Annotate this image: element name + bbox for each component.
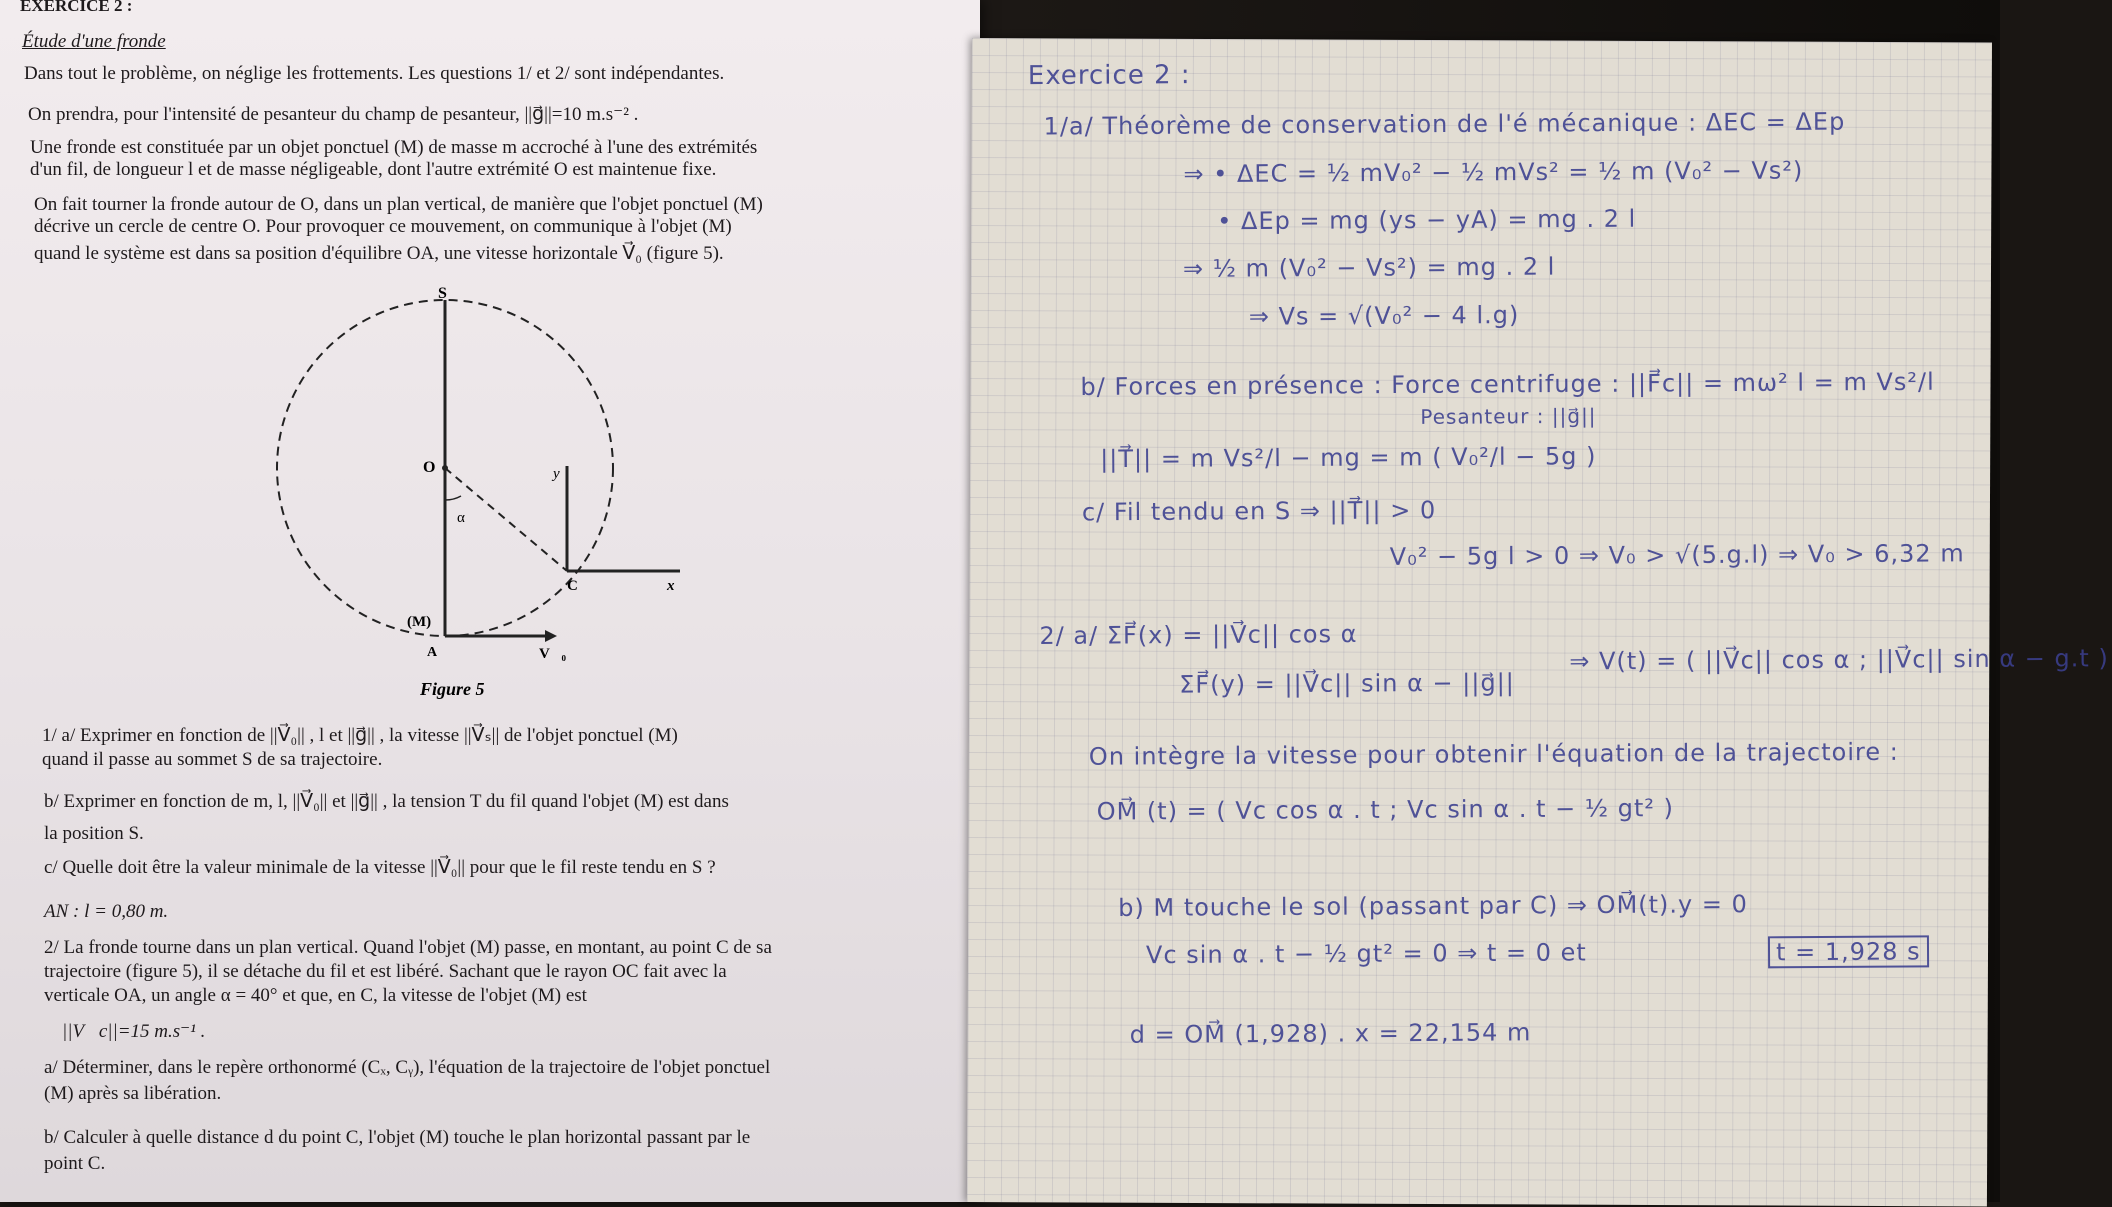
label-c: C	[567, 578, 578, 594]
intro-line: On fait tourner la fronde autour de O, dans un plan vertical, de manière que l'objet ponctuel (M)	[34, 194, 763, 215]
sling-diagram-figure	[255, 285, 695, 720]
question-2b: b/ Calculer à quelle distance d du point C, l'objet (M) touche le plan horizontal passant par le	[44, 1127, 751, 1148]
solution-line: ΣF⃗(y) = ||V⃗c|| sin α − ||g⃗||	[1179, 668, 1515, 699]
solution-line: c/ Fil tendu en S ⇒ ||T⃗|| > 0	[1081, 496, 1437, 527]
intro-line: Dans tout le problème, on néglige les frottements. Les questions 1/ et 2/ sont indépendantes.	[24, 63, 725, 84]
velocity-vc-value: ||V⃗c||=15 m.s⁻¹ .	[62, 1021, 206, 1042]
label-x: x	[667, 578, 675, 594]
solution-line: On intègre la vitesse pour obtenir l'équation de la trajectoire :	[1088, 737, 1899, 771]
printed-exercise-sheet	[0, 0, 980, 1202]
question-2-cont: trajectoire (figure 5), il se détache du fil et est libéré. Sachant que le rayon OC fait avec la	[44, 961, 727, 982]
solution-line: 2/ a/ ΣF⃗(x) = ||V⃗c|| cos α	[1039, 620, 1358, 650]
label-alpha: α	[457, 510, 465, 526]
solution-line: OM⃗ (t) = ( Vc cos α . t ; Vc sin α . t − ½ gt² )	[1096, 794, 1675, 826]
solution-line: Vc sin α . t − ½ gt² = 0 ⇒ t = 0 et	[1145, 938, 1587, 970]
intro-line: Une fronde est constituée par un objet ponctuel (M) de masse m accroché à l'une des extrémités	[30, 137, 758, 158]
solution-line: V₀² − 5g l > 0 ⇒ V₀ > √(5.g.l) ⇒ V₀ > 6,32 m	[1389, 539, 1965, 571]
intro-line: quand le système est dans sa position d'équilibre OA, une vitesse horizontale V⃗₀ (figure 5).	[34, 243, 724, 264]
solution-line: ⇒ ½ m (V₀² − Vs²) = mg . 2 l	[1182, 252, 1556, 283]
intro-line: d'un fil, de longueur l et de masse négligeable, dont l'autre extrémité O est maintenue fixe.	[30, 159, 717, 180]
exercise-subtitle: Étude d'une fronde	[22, 31, 166, 52]
question-2-cont: verticale OA, un angle α = 40° et que, en C, la vitesse de l'objet (M) est	[44, 985, 587, 1006]
question-2a: a/ Déterminer, dans le repère orthonormé (Cₓ, Cᵧ), l'équation de la trajectoire de l'objet ponctuel	[44, 1057, 771, 1078]
solution-line: ⇒ • ΔEC = ½ mV₀² − ½ mVs² = ½ m (V₀² − Vs²)	[1183, 156, 1804, 189]
question-2a-cont: (M) après sa libération.	[44, 1083, 222, 1104]
question-2: 2/ La fronde tourne dans un plan vertical. Quand l'objet (M) passe, en montant, au point C de sa	[44, 937, 772, 958]
label-y: y	[553, 466, 560, 482]
label-v0: V⃗₀	[539, 646, 566, 662]
solution-title: Exercice 2 :	[1027, 60, 1191, 92]
solution-line: 1/a/ Théorème de conservation de l'é mécanique : ΔEC = ΔEp	[1043, 107, 1846, 141]
exercise-title: EXERCICE 2 :	[20, 0, 133, 15]
solution-line: b/ Forces en présence : Force centrifuge : ||F⃗c|| = mω² l = m Vs²/l	[1080, 367, 1935, 401]
solution-line: d = OM⃗ (1,928) . x = 22,154 m	[1129, 1018, 1532, 1049]
question-1a-cont: quand il passe au sommet S de sa trajectoire.	[42, 749, 383, 770]
angle-arc	[445, 496, 461, 500]
solution-line: b) M touche le sol (passant par C) ⇒ OM⃗(t).y = 0	[1118, 890, 1748, 922]
question-1a: 1/ a/ Exprimer en fonction de ||V⃗₀|| , l et ||g⃗|| , la vitesse ||V⃗ₛ|| de l'objet ponctuel (M)	[42, 725, 678, 746]
numerical-application: AN : l = 0,80 m.	[44, 901, 169, 922]
label-a: A	[427, 645, 438, 660]
label-s: S	[438, 285, 447, 302]
velocity-arrowhead	[545, 630, 557, 642]
handwritten-solution-sheet	[967, 38, 2109, 1206]
question-1b: b/ Exprimer en fonction de m, l, ||V⃗₀|| et ||g⃗|| , la tension T du fil quand l'objet (M) est dans	[44, 791, 729, 812]
boxed-result: t = 1,928 s	[1768, 935, 1929, 968]
question-1b-cont: la position S.	[44, 823, 144, 844]
intro-line: On prendra, pour l'intensité de pesanteur du champ de pesanteur, ||g⃗||=10 m.s⁻² .	[28, 104, 639, 125]
label-m: (M)	[407, 614, 432, 630]
center-point	[442, 465, 448, 471]
question-1c: c/ Quelle doit être la valeur minimale de la vitesse ||V⃗₀|| pour que le fil reste tendu en S ?	[44, 857, 716, 878]
solution-line: • ΔEp = mg (ys − yA) = mg . 2 l	[1217, 204, 1637, 236]
label-o: O	[423, 459, 436, 476]
solution-line: Pesanteur : ||g⃗||	[1420, 403, 1597, 429]
solution-line: ⇒ Vs = √(V₀² − 4 l.g)	[1248, 300, 1520, 331]
intro-line: décrive un cercle de centre O. Pour provoquer ce mouvement, on communique à l'objet (M)	[34, 216, 732, 237]
solution-line: ||T⃗|| = m Vs²/l − mg = m ( V₀²/l − 5g )	[1100, 442, 1597, 474]
question-2b-cont: point C.	[44, 1153, 106, 1174]
solution-line: ⇒ V(t) = ( ||V⃗c|| cos α ; ||V⃗c|| sin α − g.t )	[1569, 644, 2109, 676]
figure-caption: Figure 5	[420, 679, 485, 699]
